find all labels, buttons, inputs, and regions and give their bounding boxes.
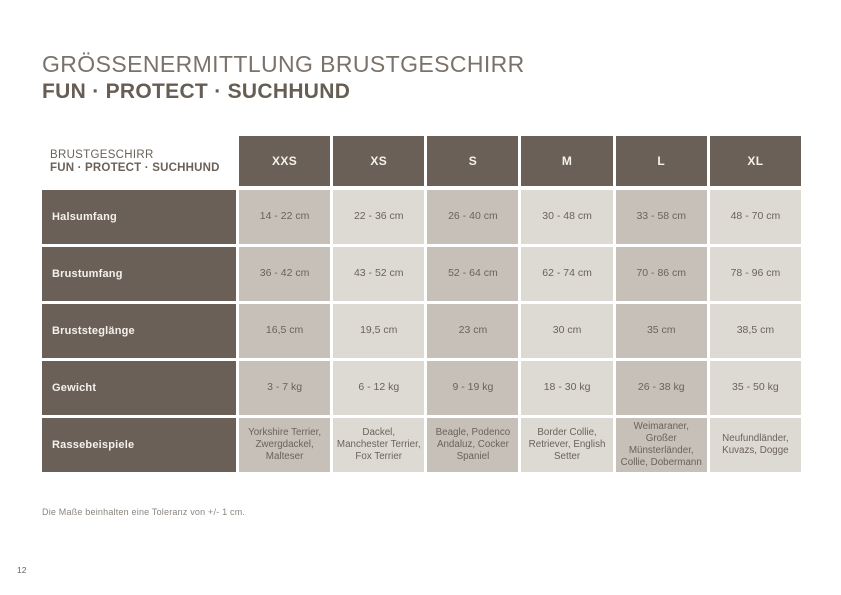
cell-rassebeispiele-xl: Neufundländer, Kuvazs, Dogge xyxy=(710,418,801,472)
page-subtitle: FUN · PROTECT · SUCHHUND xyxy=(42,80,351,104)
cell-bruststeglaenge-xl: 38,5 cm xyxy=(710,304,801,358)
header-size-xxs: XXS xyxy=(239,136,330,186)
table-row-brustumfang xyxy=(42,247,801,301)
corner-label-line2: FUN · PROTECT · SUCHHUND xyxy=(50,161,220,174)
cell-brustumfang-s: 52 - 64 cm xyxy=(427,247,518,301)
header-size-m: M xyxy=(521,136,612,186)
cell-gewicht-m: 18 - 30 kg xyxy=(521,361,612,415)
corner-label-line1: BRUSTGESCHIRR xyxy=(50,148,154,161)
cell-halsumfang-l: 33 - 58 cm xyxy=(616,190,707,244)
cell-brustumfang-xxs: 36 - 42 cm xyxy=(239,247,330,301)
cell-gewicht-s: 9 - 19 kg xyxy=(427,361,518,415)
table-corner-cell xyxy=(42,136,236,186)
cell-bruststeglaenge-l: 35 cm xyxy=(616,304,707,358)
row-label-halsumfang: Halsumfang xyxy=(42,190,236,244)
table-row-bruststeglaenge xyxy=(42,304,801,358)
table-row-halsumfang xyxy=(42,190,801,244)
tolerance-footnote: Die Maße beinhalten eine Toleranz von +/- 1 cm. xyxy=(42,507,246,517)
cell-bruststeglaenge-m: 30 cm xyxy=(521,304,612,358)
header-size-xl: XL xyxy=(710,136,801,186)
cell-rassebeispiele-l: Weimaraner, Großer Münsterländer, Collie, Dobermann xyxy=(616,418,707,472)
table-row-gewicht xyxy=(42,361,801,415)
size-table xyxy=(42,136,801,475)
row-label-bruststeglaenge: Bruststeglänge xyxy=(42,304,236,358)
cell-halsumfang-xs: 22 - 36 cm xyxy=(333,190,424,244)
header-size-l: L xyxy=(616,136,707,186)
cell-bruststeglaenge-xs: 19,5 cm xyxy=(333,304,424,358)
row-label-gewicht: Gewicht xyxy=(42,361,236,415)
cell-gewicht-xl: 35 - 50 kg xyxy=(710,361,801,415)
page-title: GRÖSSENERMITTLUNG BRUSTGESCHIRR xyxy=(42,51,525,77)
cell-gewicht-xs: 6 - 12 kg xyxy=(333,361,424,415)
cell-halsumfang-xxs: 14 - 22 cm xyxy=(239,190,330,244)
cell-gewicht-xxs: 3 - 7 kg xyxy=(239,361,330,415)
header-size-xs: XS xyxy=(333,136,424,186)
cell-brustumfang-xl: 78 - 96 cm xyxy=(710,247,801,301)
row-label-brustumfang: Brustumfang xyxy=(42,247,236,301)
page-title-block xyxy=(42,52,525,106)
cell-bruststeglaenge-s: 23 cm xyxy=(427,304,518,358)
cell-rassebeispiele-xs: Dackel, Manchester Terrier, Fox Terrier xyxy=(333,418,424,472)
row-label-rassebeispiele: Rassebeispiele xyxy=(42,418,236,472)
cell-brustumfang-m: 62 - 74 cm xyxy=(521,247,612,301)
cell-brustumfang-l: 70 - 86 cm xyxy=(616,247,707,301)
cell-rassebeispiele-m: Border Collie, Retriever, English Setter xyxy=(521,418,612,472)
cell-brustumfang-xs: 43 - 52 cm xyxy=(333,247,424,301)
cell-halsumfang-s: 26 - 40 cm xyxy=(427,190,518,244)
page-number: 12 xyxy=(17,565,27,575)
cell-bruststeglaenge-xxs: 16,5 cm xyxy=(239,304,330,358)
header-size-s: S xyxy=(427,136,518,186)
cell-rassebeispiele-s: Beagle, Podenco Andaluz, Cocker Spaniel xyxy=(427,418,518,472)
table-header-row xyxy=(42,136,801,186)
cell-halsumfang-m: 30 - 48 cm xyxy=(521,190,612,244)
table-row-rassebeispiele xyxy=(42,418,801,472)
cell-gewicht-l: 26 - 38 kg xyxy=(616,361,707,415)
cell-halsumfang-xl: 48 - 70 cm xyxy=(710,190,801,244)
cell-rassebeispiele-xxs: Yorkshire Terrier, Zwergdackel, Malteser xyxy=(239,418,330,472)
